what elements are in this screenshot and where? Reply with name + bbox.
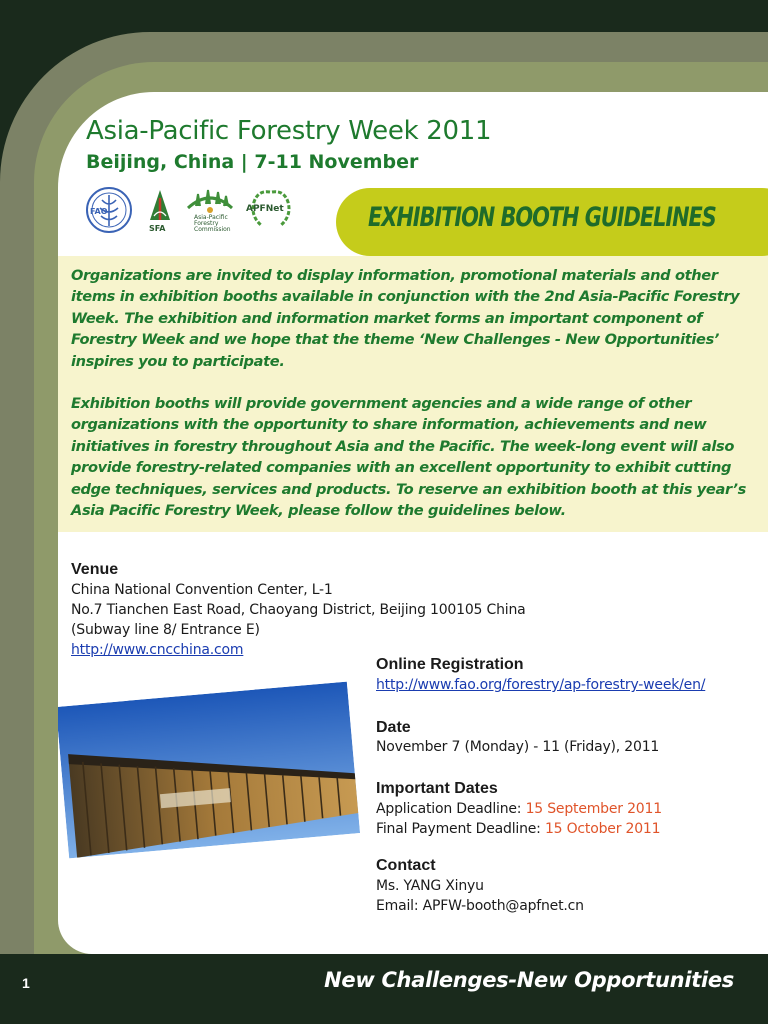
apfnet-logo-text: APFNet xyxy=(246,204,284,214)
contact-email: Email: APFW-booth@apfnet.cn xyxy=(376,898,584,914)
application-deadline: Application Deadline: 15 September 2011 xyxy=(376,801,662,817)
venue-website-link[interactable]: http://www.cncchina.com xyxy=(71,642,244,658)
fao-logo-text: FAO xyxy=(90,207,108,216)
fao-logo xyxy=(84,186,134,238)
venue-address: No.7 Tianchen East Road, Chaoyang District, Beijing 100105 China xyxy=(71,602,526,618)
intro-paragraph-1: Organizations are invited to display information, promotional materials and other items in exhibition booths available in conjunction with the 2nd Asia-Pacific Forestry Week. The exhibition and information market forms an important component of Forestry Week and we hope that the theme ‘New Challenges - New Opportunities’ inspires you to participate. xyxy=(71,267,740,370)
important-dates-heading: Important Dates xyxy=(376,780,498,797)
date-heading: Date xyxy=(376,719,411,736)
contact-name: Ms. YANG Xinyu xyxy=(376,878,484,894)
footer-bar xyxy=(0,954,768,1024)
convention-center-photo xyxy=(58,677,364,863)
payment-deadline: Final Payment Deadline: 15 October 2011 xyxy=(376,821,661,837)
content-card xyxy=(58,92,768,954)
registration-heading: Online Registration xyxy=(376,656,524,673)
logo-strip xyxy=(84,184,304,234)
intro-paragraph-2: Exhibition booths will provide government agencies and a wide range of other organizations with the opportunity to share information, achievements and new initiatives in forestry throughout Asia and the Pacific. The week-long event will also provide forestry-related companies with an excellent opportunity to exhibit cutting edge techniques, services and products. To reserve an exhibition booth at this year’s Asia Pacific Forestry Week, please follow the guidelines below. xyxy=(71,395,746,520)
registration-link[interactable]: http://www.fao.org/forestry/ap-forestry-week/en/ xyxy=(376,677,706,693)
sfa-logo-text: SFA xyxy=(149,224,166,233)
apfc-logo-line2: Forestry xyxy=(194,220,219,227)
guidelines-banner xyxy=(336,188,768,256)
intro-panel xyxy=(58,256,768,532)
venue-name: China National Convention Center, L-1 xyxy=(71,582,333,598)
apfc-logo xyxy=(184,184,236,233)
footer-tagline: New Challenges-New Opportunities xyxy=(324,968,734,992)
page-title: Asia-Pacific Forestry Week 2011 xyxy=(86,116,492,146)
page-number: 1 xyxy=(22,975,30,991)
date-value: November 7 (Monday) - 11 (Friday), 2011 xyxy=(376,739,660,755)
banner-title: EXHIBITION BOOTH GUIDELINES xyxy=(368,202,716,233)
page-subtitle: Beijing, China | 7-11 November xyxy=(86,151,419,173)
venue-transit: (Subway line 8/ Entrance E) xyxy=(71,622,260,638)
apfc-logo-line1: Asia-Pacific xyxy=(194,214,228,221)
contact-heading: Contact xyxy=(376,857,436,874)
venue-heading: Venue xyxy=(71,561,119,578)
apfc-logo-line3: Commission xyxy=(194,226,231,233)
apfnet-logo xyxy=(242,184,300,236)
sfa-logo xyxy=(144,186,176,238)
